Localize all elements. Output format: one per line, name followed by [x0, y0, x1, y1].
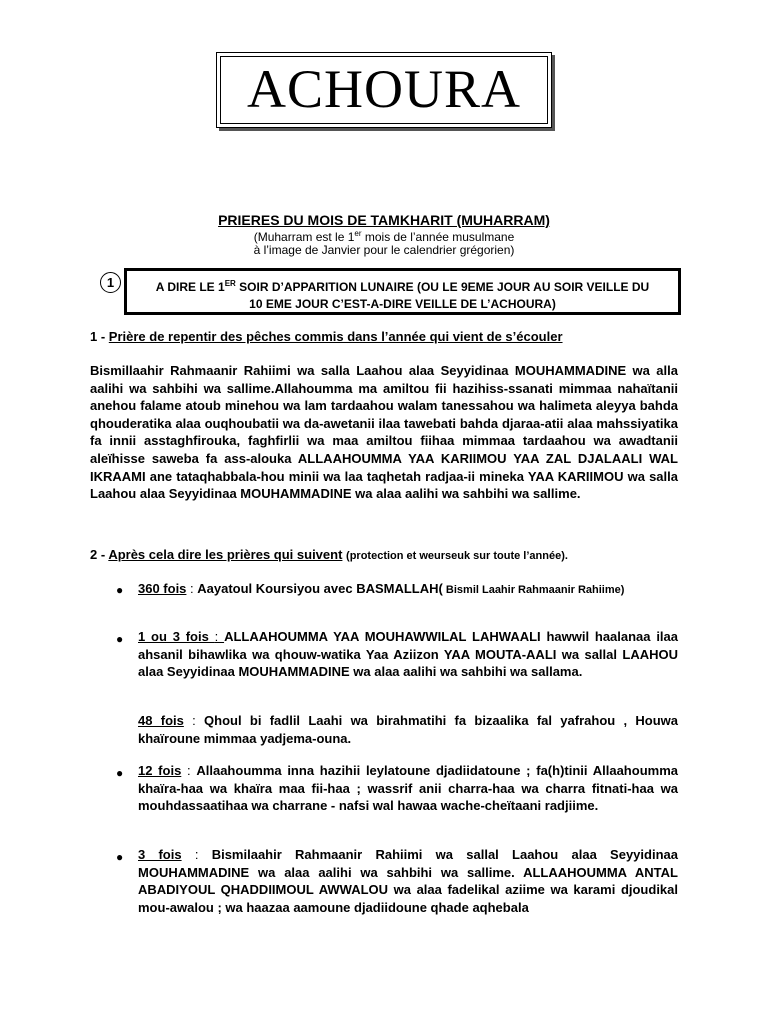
note-text: (Muharram est le 1 — [253, 230, 355, 244]
prayer-item — [138, 762, 678, 815]
subtitle-note-line-1 — [0, 229, 768, 244]
prayer-note: Bismil Laahir Rahmaanir Rahiime) — [442, 584, 625, 596]
prayer-count: 48 fois — [138, 713, 184, 728]
prayer-item — [138, 846, 678, 916]
page-title: ACHOURA — [246, 59, 522, 119]
note-superscript: er — [354, 229, 362, 238]
prayer-text: ALLAAHOUMMA YAA MOUHAWWILAL LAHWAALI hawwil haalanaa ilaa ahsanil bihawlika wa qhouw-watika Yaa Aziizon YAA MOUTA-AALI wa sallal LAAHOU alaa Seyyidinaa MOUHAMMADINE wa alaa aalihi wa sahbihi wa sallama. — [138, 629, 678, 680]
bullet-icon: ● — [116, 583, 124, 597]
prayer-item — [138, 628, 678, 681]
prayer-text: Allaahoumma inna hazihii leylatoune djadiidatoune ; fa(h)tinii Allaahoumma khaïra-haa wa khaïra maa fii-haa ; wassrif anii charra-haa wa charra fitnati-haa wa mouhdassaatihaa wa charrane - nafsi wal hawaa wache-cheïtaani radjiime. — [138, 763, 678, 814]
section-2-number: 2 - — [90, 547, 109, 562]
instruction-line-2: 10 EME JOUR C’EST-A-DIRE VEILLE DE L’ACHOURA) — [249, 297, 556, 311]
prayer-count: 1 ou 3 fois — [138, 629, 215, 644]
prayer-count: 360 fois — [138, 581, 187, 596]
prayer-item — [138, 712, 678, 747]
circled-one-icon: 1 — [100, 272, 121, 293]
section-2-note: (protection et weurseuk sur toute l’année). — [346, 550, 568, 562]
title-frame — [216, 52, 552, 128]
instruction-line-1 — [127, 279, 678, 294]
prayer-separator: : — [181, 763, 197, 778]
section-2-heading — [90, 547, 690, 562]
bullet-icon: ● — [116, 632, 124, 646]
instruction-text-a: A DIRE LE 1 — [155, 280, 225, 294]
subtitle-note-line-2: à l’image de Janvier pour le calendrier grégorien) — [253, 243, 515, 257]
document-subtitle: PRIERES DU MOIS DE TAMKHARIT (MUHARRAM) — [218, 212, 550, 228]
section-1-number: 1 - — [90, 329, 109, 344]
section-2-title: Après cela dire les prières qui suivent — [108, 547, 343, 562]
prayer-text: Aayatoul Koursiyou avec BASMALLAH( — [197, 581, 443, 596]
section-1-title: Prière de repentir des pêches commis dans l’année qui vient de s’écouler — [108, 329, 563, 344]
prayer-separator: : — [183, 713, 205, 728]
prayer-count: 3 fois — [138, 847, 182, 862]
prayer-text: Qhoul bi fadlil Laahi wa birahmatihi fa bizaalika fal yafrahou , Houwa khaïroune mimmaa yadjema-ouna. — [138, 713, 679, 746]
section-1-body: Bismillaahir Rahmaanir Rahiimi wa salla Laahou alaa Seyyidinaa MOUHAMMADINE wa alla aalihi wa sahbihi wa sallime.Allahoumma ma amiltou fii hazihiss-ssanati mimmaa nahaïtanii anehou falame atoub minehou wa lam tardaahou walam tanessahou wa halimeta aleyya bahda qhouderatika alaa ouqhoubatii wa da-awetanii ilaa tawebati bahda djaraa-atii alaa mahssiyatika fa innii asstaghfirouka, faghfirlii wa maa amiltou fiihaa mimmaa tardaahou wa awadtanii aleïhisse saweba fa ass-alouka ALLAAHOUMMA YAA KARIIMOU YAA ZAL DJALAALI WAL IKRAAMI ane tataqhabbala-hou minii wa laa taqhetah radjaa-ii mineka YAA KARIIMOU wa salla Laahou alaa Seyyidinaa MOUHAMMADINE wa alaa aalihi wa sahbihi wa sallime. — [90, 363, 678, 502]
instruction-box — [124, 268, 681, 315]
bullet-icon: ● — [116, 766, 124, 780]
note-text-2: mois de l’année musulmane — [361, 230, 515, 244]
instruction-text-b: SOIR D’APPARITION LUNAIRE (OU LE 9EME JOUR AU SOIR VEILLE DU — [235, 280, 650, 294]
prayer-text: Bismilaahir Rahmaanir Rahiimi wa sallal Laahou alaa Seyyidinaa MOUHAMMADINE wa alaa aalihi wa sahbihi wa sallime. ALLAAHOUMMA ANTAL ABADIYOUL QHADDIIMOUL AWWALOU wa alaa fadelikal aziime wa karami djoudikal mou-awalou ; wa haazaa aamoune djadiidoune qhade aqhebala — [138, 847, 678, 915]
prayer-separator: : — [186, 581, 198, 596]
section-1-heading — [90, 329, 690, 344]
prayer-separator: : — [214, 629, 225, 644]
prayer-count: 12 fois — [138, 763, 182, 778]
instruction-superscript: ER — [224, 279, 236, 288]
prayer-separator: : — [181, 847, 212, 862]
bullet-icon: ● — [116, 850, 124, 864]
prayer-item — [138, 580, 678, 600]
